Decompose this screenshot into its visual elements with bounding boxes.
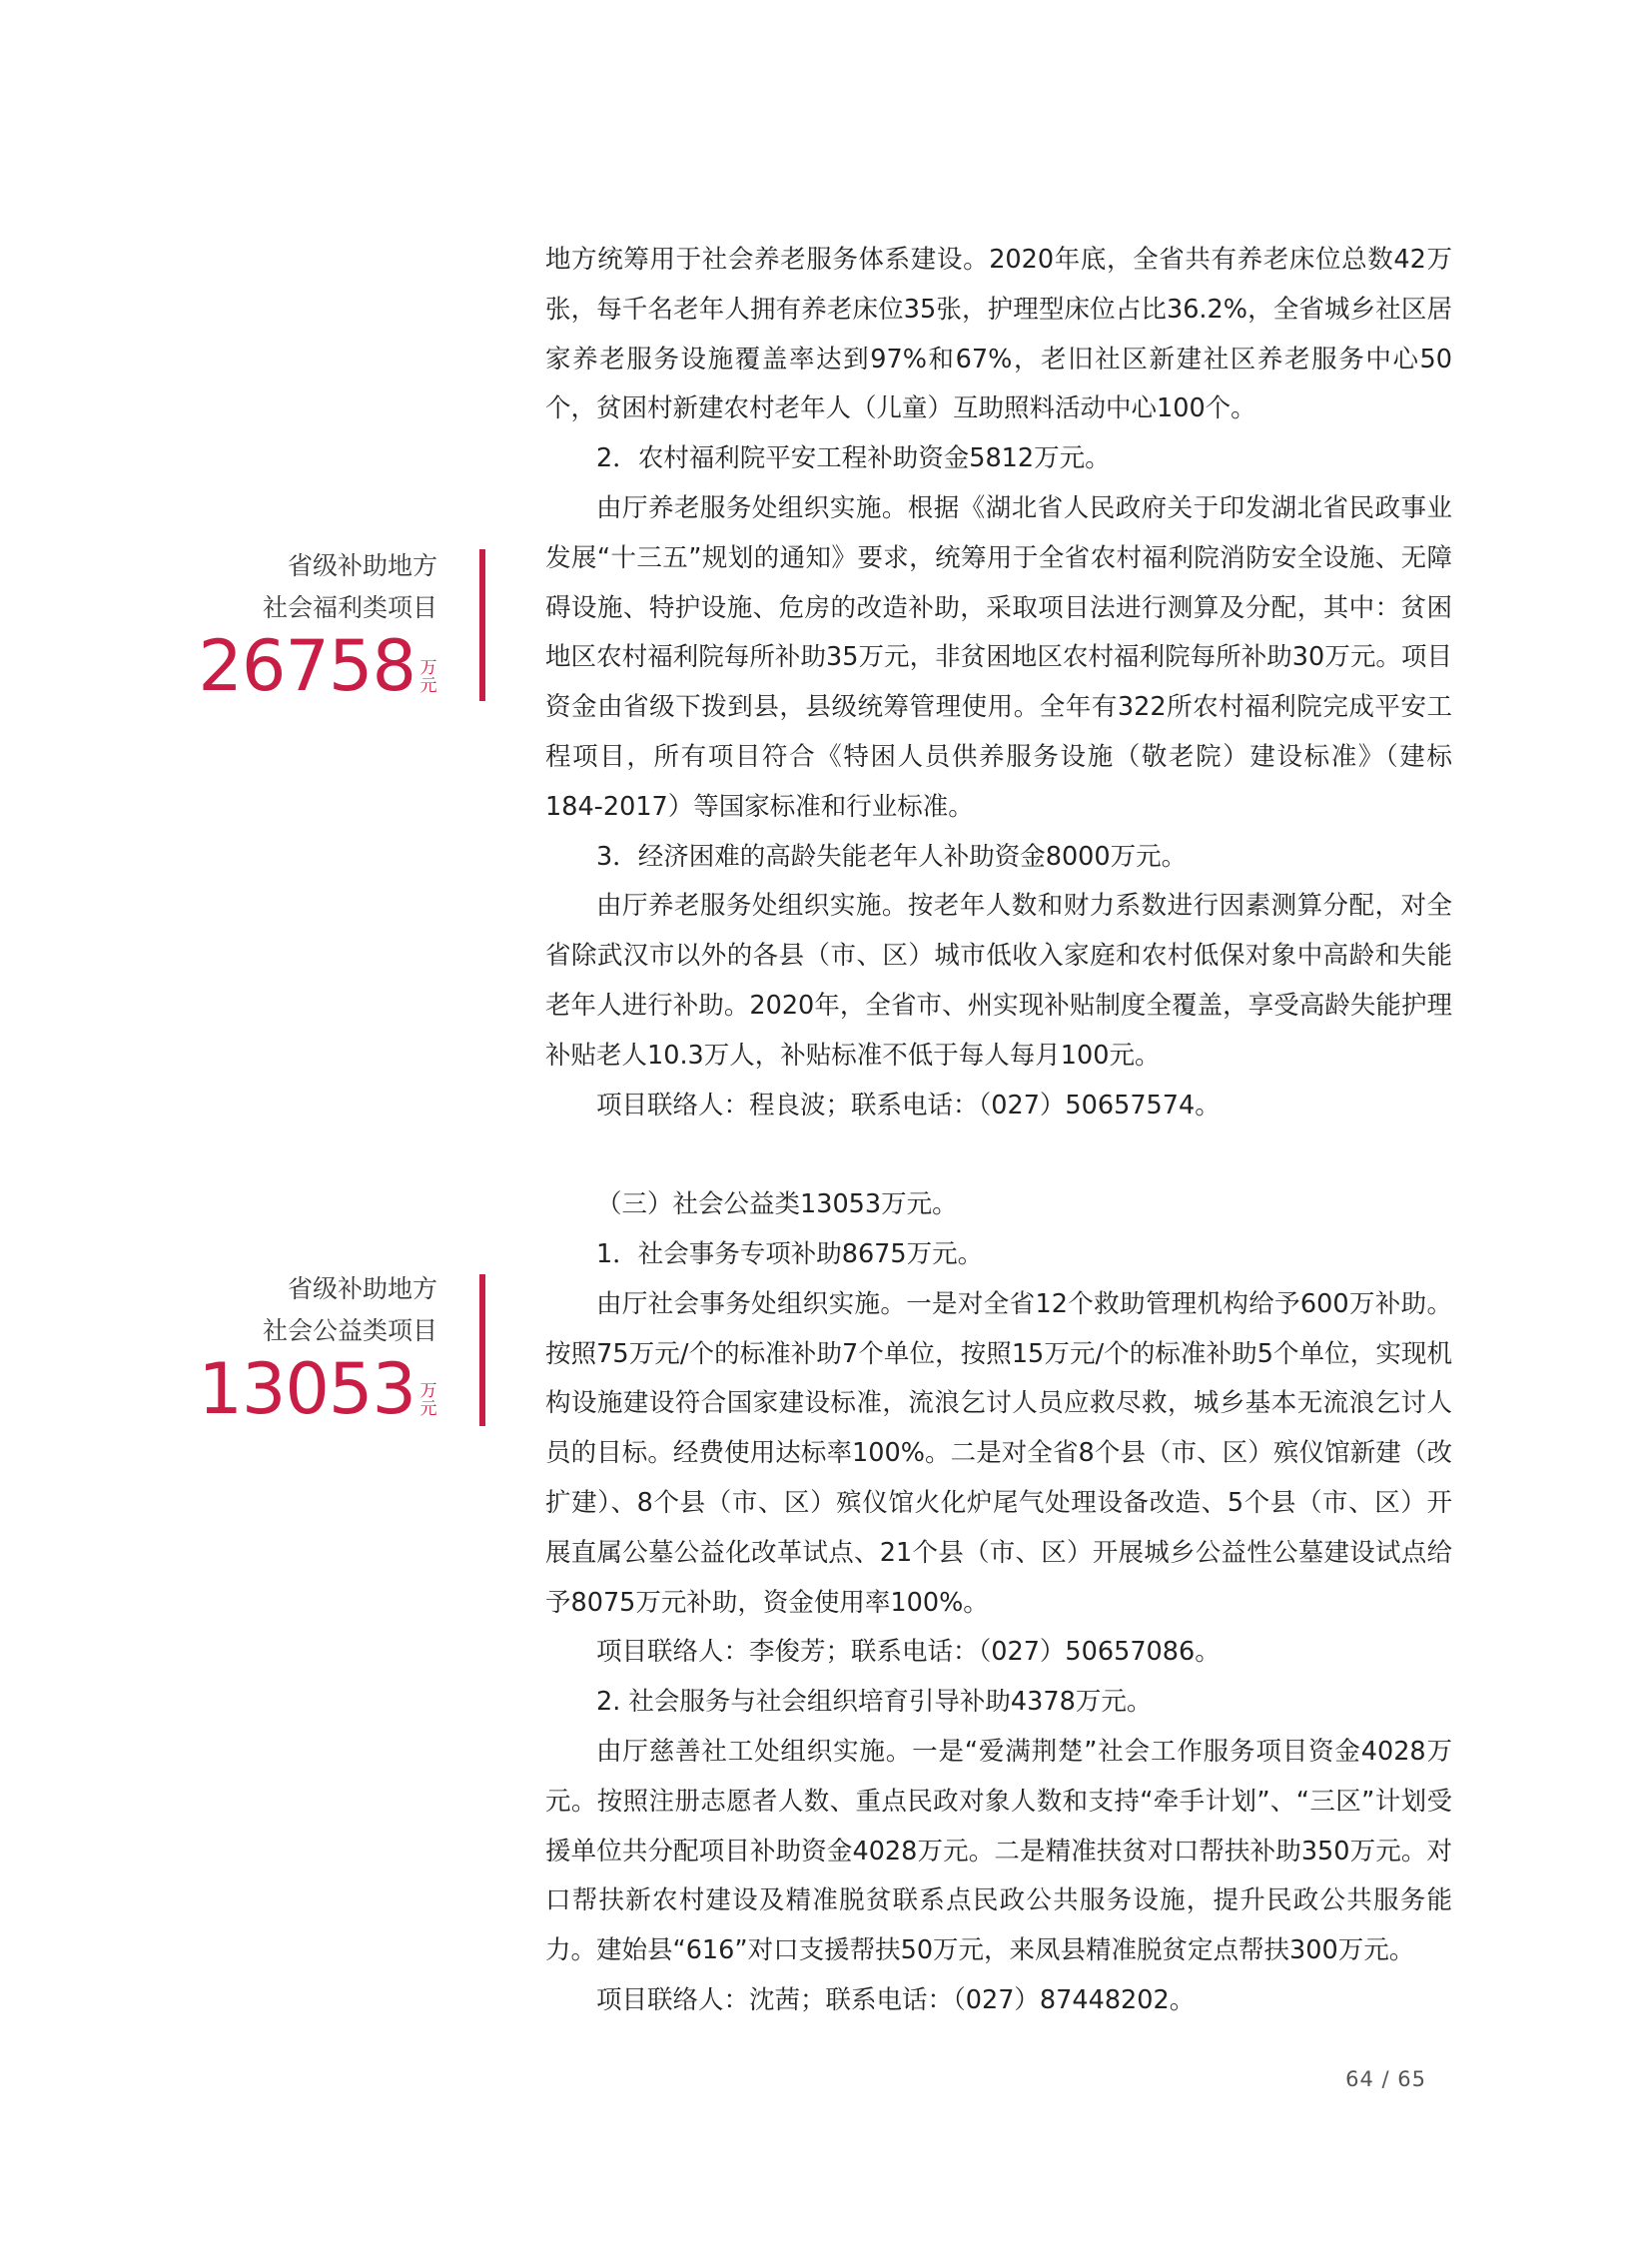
callout-label-line2: 社会福利类项目 xyxy=(262,593,437,622)
body-text xyxy=(545,236,1452,2026)
callout-social-public-welfare xyxy=(198,1268,459,1430)
callout-label-line2: 社会公益类项目 xyxy=(262,1316,437,1345)
paragraph: 地方统筹用于社会养老服务体系建设。2020年底，全省共有养老床位总数42万张，每千名老年人拥有养老床位35张，护理型床位占比36.2%，全省城乡社区居家养老服务设施覆盖率达到97%和67%，老旧社区新建社区养老服务中心50个，贫困村新建农村老年人（儿童）互助照料活动中心100个。 xyxy=(545,245,1452,424)
section-heading: 3．经济困难的高龄失能老年人补助资金8000万元。 xyxy=(596,841,1188,872)
callout-label-line1: 省级补助地方 xyxy=(287,1274,437,1303)
contact-line: 项目联络人：程良波；联系电话：（027）50657574。 xyxy=(596,1090,1221,1121)
callout-amount: 13053 xyxy=(198,1348,415,1430)
callout-unit: 万元 xyxy=(419,658,437,696)
paragraph: 由厅慈善社工处组织实施。一是“爱满荆楚”社会工作服务项目资金4028万元。按照注册志愿者人数、重点民政对象人数和支持“牵手计划”、“三区”计划受援单位共分配项目补助资金4028万元。二是精准扶贫对口帮扶补助350万元。对口帮扶新农村建设及精准脱贫联系点民政公共服务设施，提升民政公共服务能力。建始县“616”对口支援帮扶50万元，来凤县精准脱贫定点帮扶300万元。 xyxy=(545,1736,1452,1966)
page-number: 64 / 65 xyxy=(1345,2067,1426,2091)
callout-unit: 万元 xyxy=(419,1381,437,1419)
callout-accent-bar xyxy=(479,1274,485,1426)
callout-social-welfare xyxy=(198,545,459,707)
callout-amount: 26758 xyxy=(198,625,415,707)
callout-label-line1: 省级补助地方 xyxy=(287,551,437,580)
section-heading: 2. 社会服务与社会组织培育引导补助4378万元。 xyxy=(596,1687,1153,1718)
paragraph: 由厅社会事务处组织实施。一是对全省12个救助管理机构给予600万补助。按照75万元/个的标准补助7个单位，按照15万元/个的标准补助5个单位，实现机构设施建设符合国家建设标准，流浪乞讨人员应救尽救，城乡基本无流浪乞讨人员的目标。经费使用达标率100%。二是对全省8个县（市、区）殡仪馆新建（改扩建）、8个县（市、区）殡仪馆火化炉尾气处理设备改造、5个县（市、区）开展直属公墓公益化改革试点、21个县（市、区）开展城乡公益性公墓建设试点给予8075万元补助，资金使用率100%。 xyxy=(545,1288,1452,1618)
callout-value-row xyxy=(198,625,437,707)
section-heading: （三）社会公益类13053万元。 xyxy=(596,1189,958,1220)
paragraph: 由厅养老服务处组织实施。按老年人数和财力系数进行因素测算分配，对全省除武汉市以外的各县（市、区）城市低收入家庭和农村低保对象中高龄和失能老年人进行补助。2020年，全省市、州实现补贴制度全覆盖，享受高龄失能护理补贴老人10.3万人，补贴标准不低于每人每月100元。 xyxy=(545,891,1452,1071)
callout-accent-bar xyxy=(479,549,485,701)
section-heading: 2．农村福利院平安工程补助资金5812万元。 xyxy=(596,443,1111,474)
callout-value-row xyxy=(198,1348,437,1430)
contact-line: 项目联络人：李俊芳；联系电话：（027）50657086。 xyxy=(596,1637,1221,1668)
section-heading: 1．社会事务专项补助8675万元。 xyxy=(596,1238,984,1269)
paragraph: 由厅养老服务处组织实施。根据《湖北省人民政府关于印发湖北省民政事业发展“十三五”规划的通知》要求，统筹用于全省农村福利院消防安全设施、无障碍设施、特护设施、危房的改造补助，采取项目法进行测算及分配，其中：贫困地区农村福利院每所补助35万元，非贫困地区农村福利院每所补助30万元。项目资金由省级下拨到县，县级统筹管理使用。全年有322所农村福利院完成平安工程项目，所有项目符合《特困人员供养服务设施（敬老院）建设标准》（建标184-2017）等国家标准和行业标准。 xyxy=(545,492,1452,822)
contact-line: 项目联络人：沈茜；联系电话：（027）87448202。 xyxy=(596,1984,1196,2015)
